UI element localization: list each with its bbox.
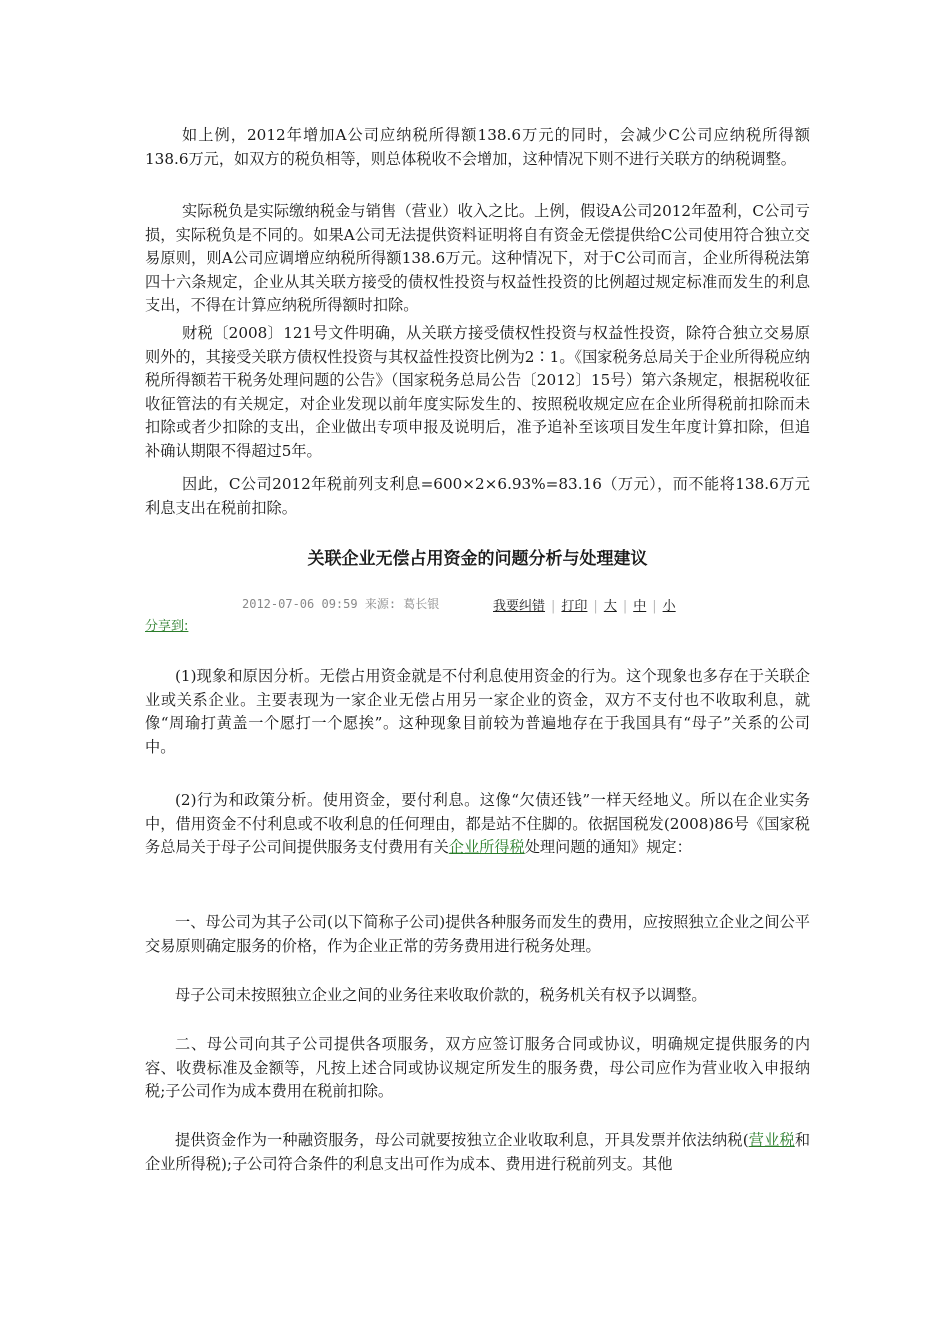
paragraph-2: 实际税负是实际缴纳税金与销售（营业）收入之比。上例，假设A公司2012年盈利，C公司亏损，实际税负是不同的。如果A公司无法提供资料证明将自有资金无偿提供给C公司使用符合独立交易原则，则A公司应调增应纳税所得额138.6万元。这种情况下，对于C公司而言，企业所得税法第四十六条规定，企业从其关联方接受的债权性投资与权益性投资的比例超过规定标准而发生的利息支出，不得在计算应纳税所得额时扣除。 — [145, 202, 810, 314]
article-meta: 2012-07-06 09:59 来源: 葛长银 — [242, 597, 440, 611]
article-title: 关联企业无偿占用资金的问题分析与处理建议 — [307, 549, 648, 569]
body-paragraph-1: (1)现象和原因分析。无偿占用资金就是不付利息使用资金的行为。这个现象也多存在于关联企业或关系企业。主要表现为一家企业无偿占用另一家企业的资金，双方不支付也不收取利息，就像“周瑜打黄盖一个愿打一个愿挨”。这种现象目前较为普遍地存在于我国具有“母子”关系的公司中。 — [145, 667, 810, 756]
body-text: 和企业所得税);子公司符合条件的利息支出可作为成本、费用进行税前列支。其他 — [145, 1131, 810, 1173]
separator: | — [593, 599, 598, 614]
body-text: 处理问题的通知》规定： — [524, 838, 692, 856]
body-paragraph-5: 二、母公司向其子公司提供各项服务，双方应签订服务合同或协议，明确规定提供服务的内容、收费标准及金额等，凡按上述合同或协议规定所发生的服务费，母公司应作为营业收入申报纳税;子公司作为成本费用在税前扣除。 — [145, 1035, 810, 1100]
business-tax-link[interactable]: 营业税 — [748, 1131, 795, 1149]
paragraph-1: 如上例，2012年增加A公司应纳税所得额138.6万元的同时，会减少C公司应纳税所得额138.6万元，如双方的税负相等，则总体税收不会增加，这种情况下则不进行关联方的纳税调整。 — [145, 126, 810, 168]
separator: | — [551, 599, 556, 614]
paragraph-4: 因此，C公司2012年税前列支利息=600×2×6.93%=83.16（万元），而不能将138.6万元利息支出在税前扣除。 — [145, 475, 810, 517]
font-large-link[interactable]: 大 — [603, 599, 617, 614]
share-link[interactable]: 分享到: — [145, 619, 189, 634]
separator: | — [622, 599, 628, 614]
correct-link[interactable]: 我要纠错 — [493, 599, 546, 614]
body-paragraph-6 — [145, 1129, 810, 1176]
body-paragraph-3: 一、母公司为其子公司(以下简称子公司)提供各种服务而发生的费用，应按照独立企业之间公平交易原则确定服务的价格，作为企业正常的劳务费用进行税务处理。 — [145, 913, 810, 955]
body-text: (2)行为和政策分析。使用资金，要付利息。这像“欠债还钱”一样天经地义。所以在企业实务中，借用资金不付利息或不收利息的任何理由，都是站不住脚的。依据国税发(2008)86号《国家税务总局关于母子公司间提供服务支付费用有关 — [145, 791, 810, 856]
paragraph-3: 财税〔2008〕121号文件明确，从关联方接受债权性投资与权益性投资，除符合独立交易原则外的，其接受关联方债权性投资与其权益性投资比例为2∶1。《国家税务总局关于企业所得税应纳税所得额若干税务处理问题的公告》（国家税务总局公告〔2012〕15号）第六条规定，根据税收征收征管法的有关规定，对企业发现以前年度实际发生的、按照税收规定应在企业所得税前扣除而未扣除或者少扣除的支出，企业做出专项申报及说明后，准予追补至该项目发生年度计算扣除，但追补确认期限不得超过5年。 — [145, 324, 810, 460]
separator: | — [652, 599, 657, 614]
corporate-income-tax-link[interactable]: 企业所得税 — [448, 838, 525, 856]
body-text: 提供资金作为一种融资服务，母公司就要按独立企业收取利息，开具发票并依法纳税( — [175, 1131, 749, 1149]
article-tools — [493, 595, 676, 614]
font-medium-link[interactable]: 中 — [633, 599, 647, 614]
font-small-link[interactable]: 小 — [662, 599, 676, 614]
body-paragraph-4: 母子公司未按照独立企业之间的业务往来收取价款的，税务机关有权予以调整。 — [175, 986, 707, 1004]
print-link[interactable]: 打印 — [561, 599, 588, 614]
body-paragraph-2 — [145, 789, 810, 860]
